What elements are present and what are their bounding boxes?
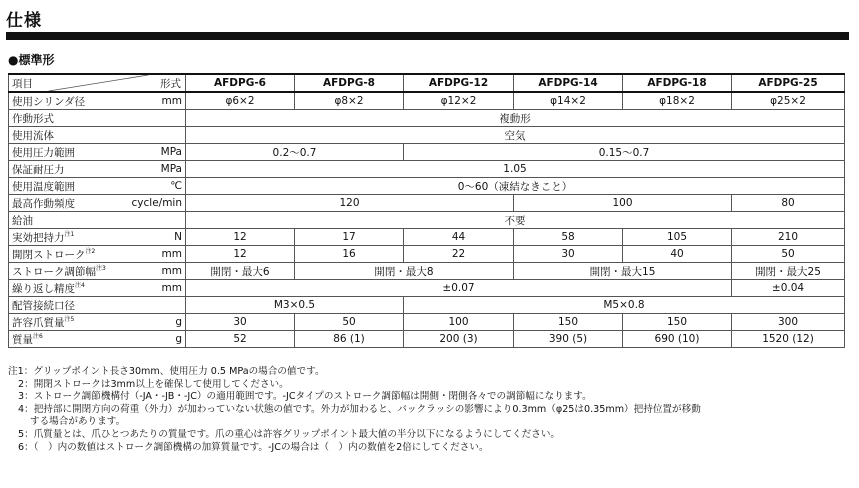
row-label: [9, 246, 117, 263]
row-label: 使用圧力範囲: [9, 144, 117, 161]
footnote-item: 5：爪質量とは、爪ひとつあたりの質量です。爪の重心は許容グリップポイント最大値の半分以下になるようにしてください。: [18, 428, 561, 440]
table-cell: 16: [295, 246, 404, 263]
row-unit: ℃: [117, 178, 186, 195]
table-row: [9, 263, 845, 280]
table-cell: 44: [404, 229, 514, 246]
footnotes: [8, 366, 853, 454]
model-header: AFDPG-18: [623, 74, 732, 92]
row-unit: cycle/min: [117, 195, 186, 212]
footnote-ref: 注1: [64, 230, 75, 238]
table-row: [9, 144, 845, 161]
table-cell: 複動形: [186, 110, 845, 127]
row-unit: [117, 110, 186, 127]
footnote-ref: 注6: [33, 332, 43, 340]
row-label: 保証耐圧力: [9, 161, 117, 178]
table-row: [9, 110, 845, 127]
table-cell: 22: [404, 246, 514, 263]
header-item-label: 項目: [12, 77, 33, 90]
table-cell: 開閉・最大6: [186, 263, 295, 280]
row-unit: N: [117, 229, 186, 246]
table-cell: 空気: [186, 127, 845, 144]
footnote-ref: 注2: [85, 247, 96, 255]
table-cell: 120: [186, 195, 514, 212]
title-divider: [6, 32, 849, 40]
table-cell: 不要: [186, 212, 845, 229]
row-label: 使用温度範囲: [9, 178, 117, 195]
table-cell: 690 (10): [623, 331, 732, 348]
diagonal-line: [9, 75, 185, 91]
footnote-item: 2：開閉ストロークは3mm以上を確保して使用してください。: [18, 378, 289, 390]
row-label-text: ストローク調節幅: [12, 265, 96, 278]
table-row: [9, 297, 845, 314]
table-cell: 開閉・最大25: [732, 263, 845, 280]
footnote-item: 注1：グリップポイント長さ30mm、使用圧力 0.5 MPaの場合の値です。: [8, 366, 325, 377]
table-cell: 12: [186, 229, 295, 246]
table-cell: 40: [623, 246, 732, 263]
table-row: [9, 92, 845, 110]
table-cell: φ25×2: [732, 92, 845, 110]
page-title: 仕様: [6, 11, 42, 31]
row-label: 給油: [9, 212, 117, 229]
footnote-ref: 注4: [75, 281, 85, 289]
table-cell: 80: [732, 195, 845, 212]
table-row: [9, 195, 845, 212]
table-cell: φ14×2: [514, 92, 623, 110]
footnote-ref: 注3: [96, 264, 106, 272]
row-label-text: 実効把持力: [12, 231, 65, 244]
table-cell: 390 (5): [514, 331, 623, 348]
table-cell: φ12×2: [404, 92, 514, 110]
table-cell: 50: [732, 246, 845, 263]
table-cell: 0.15〜0.7: [404, 144, 845, 161]
table-row: [9, 127, 845, 144]
table-header-row: [9, 74, 845, 92]
row-label: 最高作動頻度: [9, 195, 117, 212]
row-unit: [117, 127, 186, 144]
table-cell: 12: [186, 246, 295, 263]
row-label-text: 開閉ストローク: [12, 248, 86, 261]
row-unit: MPa: [117, 144, 186, 161]
row-unit: g: [117, 314, 186, 331]
table-cell: ±0.04: [732, 280, 845, 297]
row-unit: [117, 297, 186, 314]
table-row: [9, 178, 845, 195]
row-label-text: 繰り返し精度: [12, 282, 75, 295]
row-label-text: 質量: [12, 333, 33, 346]
model-header: AFDPG-25: [732, 74, 845, 92]
footnote-item: 6：（ ）内の数値はストローク調節機構の加算質量です。-JCの場合は（ ）内の数値を2倍にしてください。: [18, 441, 489, 453]
row-unit: g: [117, 331, 186, 348]
table-cell: 30: [514, 246, 623, 263]
table-cell: 開閉・最大15: [514, 263, 732, 280]
model-header: AFDPG-14: [514, 74, 623, 92]
row-label: 使用シリンダ径: [9, 92, 117, 110]
table-cell: φ8×2: [295, 92, 404, 110]
table-cell: 1.05: [186, 161, 845, 178]
section-heading: ●標準形: [8, 53, 55, 67]
row-label: 使用流体: [9, 127, 117, 144]
table-row: [9, 331, 845, 348]
row-unit: mm: [117, 263, 186, 280]
table-cell: 30: [186, 314, 295, 331]
row-unit: [117, 212, 186, 229]
table-cell: ±0.07: [186, 280, 732, 297]
row-unit: mm: [117, 280, 186, 297]
table-cell: 0.2〜0.7: [186, 144, 404, 161]
table-cell: φ18×2: [623, 92, 732, 110]
table-row: [9, 229, 845, 246]
footnote-item: 4：把持部に開閉方向の荷重（外力）が加わっていない状態の値です。外力が加わると、バックラッシの影響により0.3mm（φ25は0.35mm）把持位置が移動: [18, 403, 701, 415]
footnote-item: 3：ストローク調節機構付（-JA・-JB・-JC）の適用範囲です。-JCタイプのストローク調節幅は開側・閉側各々での調節幅になります。: [18, 391, 592, 403]
table-cell: 210: [732, 229, 845, 246]
table-cell: 52: [186, 331, 295, 348]
table-cell: 200 (3): [404, 331, 514, 348]
row-label: [9, 263, 117, 280]
table-cell: 100: [404, 314, 514, 331]
spec-table: [8, 73, 845, 348]
table-cell: 150: [623, 314, 732, 331]
table-cell: 開閉・最大8: [295, 263, 514, 280]
row-label: 配管接続口径: [9, 297, 117, 314]
table-cell: 150: [514, 314, 623, 331]
table-row: [9, 212, 845, 229]
header-corner-cell: [9, 74, 186, 92]
row-label: [9, 331, 117, 348]
table-cell: 58: [514, 229, 623, 246]
row-label-text: 許容爪質量: [12, 316, 65, 329]
table-cell: 50: [295, 314, 404, 331]
table-cell: 0〜60（凍結なきこと）: [186, 178, 845, 195]
table-cell: M3×0.5: [186, 297, 404, 314]
table-cell: 300: [732, 314, 845, 331]
row-label: [9, 280, 117, 297]
row-unit: MPa: [117, 161, 186, 178]
row-unit: mm: [117, 92, 186, 110]
table-row: [9, 161, 845, 178]
model-header: AFDPG-12: [404, 74, 514, 92]
row-label: [9, 229, 117, 246]
table-cell: 100: [514, 195, 732, 212]
table-cell: 1520 (12): [732, 331, 845, 348]
table-cell: 105: [623, 229, 732, 246]
table-cell: M5×0.8: [404, 297, 845, 314]
table-cell: 86 (1): [295, 331, 404, 348]
table-row: [9, 280, 845, 297]
header-model-label: 形式: [160, 78, 181, 90]
row-label: [9, 314, 117, 331]
table-cell: 17: [295, 229, 404, 246]
footnote-ref: 注5: [64, 315, 75, 323]
row-unit: mm: [117, 246, 186, 263]
model-header: AFDPG-8: [295, 74, 404, 92]
model-header: AFDPG-6: [186, 74, 295, 92]
table-row: [9, 246, 845, 263]
footnote-item: する場合があります。: [30, 416, 126, 428]
table-cell: φ6×2: [186, 92, 295, 110]
row-label: 作動形式: [9, 110, 117, 127]
table-row: [9, 314, 845, 331]
